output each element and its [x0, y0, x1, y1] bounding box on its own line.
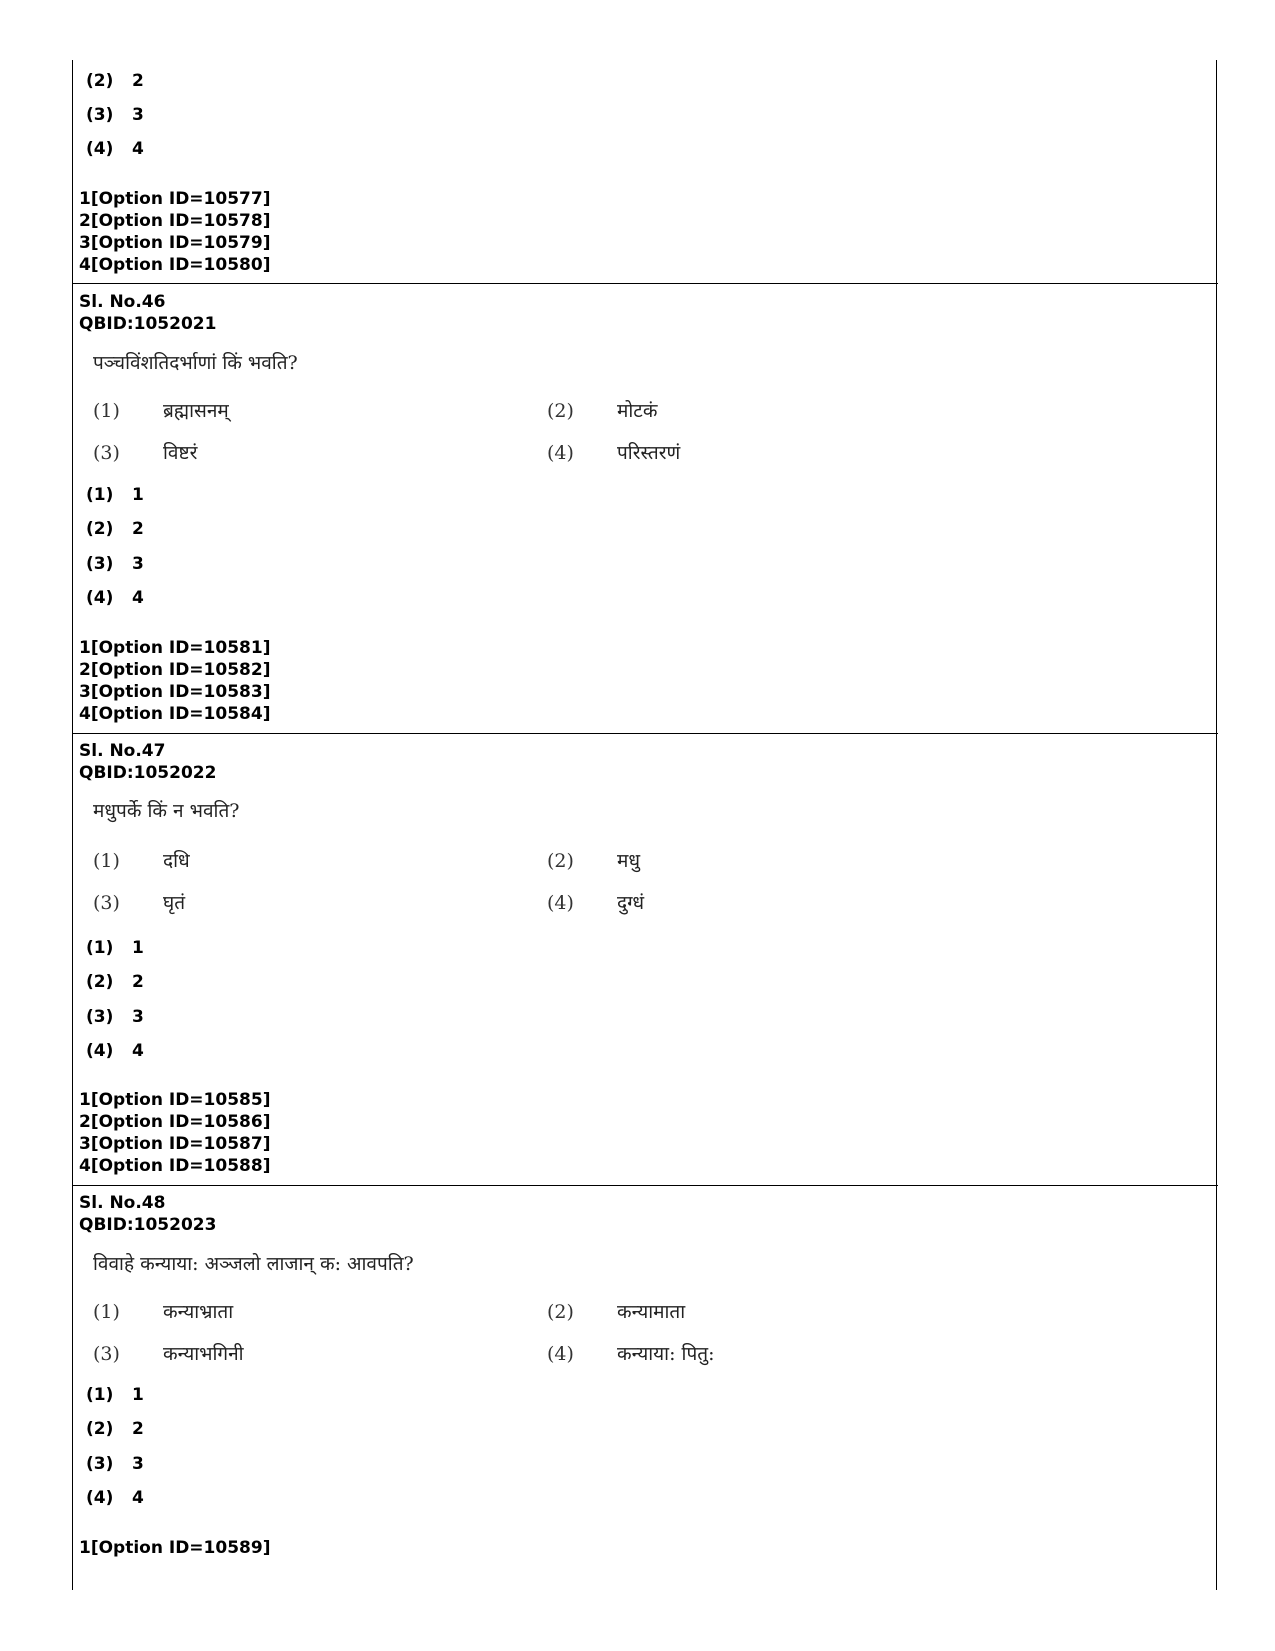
- option-id-list: [79, 1089, 270, 1177]
- answer-choice: (4) 4: [86, 1488, 144, 1508]
- option-2: (2) मोटकं: [547, 400, 658, 422]
- serial-number: Sl. No.48: [79, 1193, 166, 1213]
- answer-choice: (1) 1: [86, 485, 144, 505]
- serial-number: Sl. No.46: [79, 292, 166, 312]
- answer-choice: (2) 2: [86, 972, 144, 992]
- option-1: (1) दधि: [93, 850, 190, 872]
- question-text: पञ्चविंशतिदर्भाणां किं भवति?: [93, 352, 298, 374]
- answer-choice: (3) 3: [86, 1007, 144, 1027]
- option-id: 1[Option ID=10585]: [79, 1090, 271, 1110]
- option-4: (4) परिस्तरणं: [547, 442, 681, 464]
- option-1: (1) ब्रह्मासनम्: [93, 400, 229, 422]
- answer-choice: (2) 2: [86, 1419, 144, 1439]
- option-id: 2[Option ID=10582]: [79, 660, 271, 680]
- option-id: 3[Option ID=10579]: [79, 233, 271, 253]
- qbid: QBID:1052023: [79, 1215, 217, 1235]
- answer-choice: (3) 3: [86, 105, 144, 125]
- option-id: 3[Option ID=10583]: [79, 682, 271, 702]
- answer-choice: (3) 3: [86, 554, 144, 574]
- option-3: (3) विष्टरं: [93, 442, 198, 464]
- option-4: (4) दुग्धं: [547, 892, 645, 914]
- option-id: 2[Option ID=10586]: [79, 1112, 271, 1132]
- answer-choice: (2) 2: [86, 519, 144, 539]
- option-2: (2) कन्यामाता: [547, 1301, 686, 1323]
- answer-choice: (1) 1: [86, 938, 144, 958]
- question-text: मधुपर्के किं न भवति?: [93, 800, 240, 822]
- qbid: QBID:1052021: [79, 314, 217, 334]
- option-2: (2) मधु: [547, 850, 641, 872]
- option-id: 2[Option ID=10578]: [79, 211, 271, 231]
- option-id-list: [79, 1537, 270, 1559]
- answer-choice: (4) 4: [86, 139, 144, 159]
- option-id: 1[Option ID=10577]: [79, 189, 271, 209]
- option-3: (3) घृतं: [93, 892, 186, 914]
- option-id: 3[Option ID=10587]: [79, 1134, 271, 1154]
- option-id: 1[Option ID=10581]: [79, 638, 271, 658]
- option-id: 4[Option ID=10584]: [79, 704, 271, 724]
- divider: [72, 283, 1218, 284]
- divider: [72, 1185, 1218, 1186]
- serial-number: Sl. No.47: [79, 741, 166, 761]
- option-id: 4[Option ID=10580]: [79, 255, 271, 275]
- option-id: 1[Option ID=10589]: [79, 1538, 271, 1558]
- question-text: विवाहे कन्याया: अञ्जलो लाजान् क: आवपति?: [93, 1253, 414, 1275]
- answer-choice: (1) 1: [86, 1385, 144, 1405]
- option-id-list: [79, 188, 270, 276]
- option-4: (4) कन्याया: पितु:: [547, 1343, 715, 1365]
- answer-choice: (4) 4: [86, 588, 144, 608]
- option-1: (1) कन्याभ्राता: [93, 1301, 234, 1323]
- option-id: 4[Option ID=10588]: [79, 1156, 271, 1176]
- answer-choice: (4) 4: [86, 1041, 144, 1061]
- option-id-list: [79, 637, 270, 725]
- divider: [72, 733, 1218, 734]
- answer-choice: (3) 3: [86, 1454, 144, 1474]
- answer-choice: (2) 2: [86, 71, 144, 91]
- option-3: (3) कन्याभगिनी: [93, 1343, 244, 1365]
- qbid: QBID:1052022: [79, 763, 217, 783]
